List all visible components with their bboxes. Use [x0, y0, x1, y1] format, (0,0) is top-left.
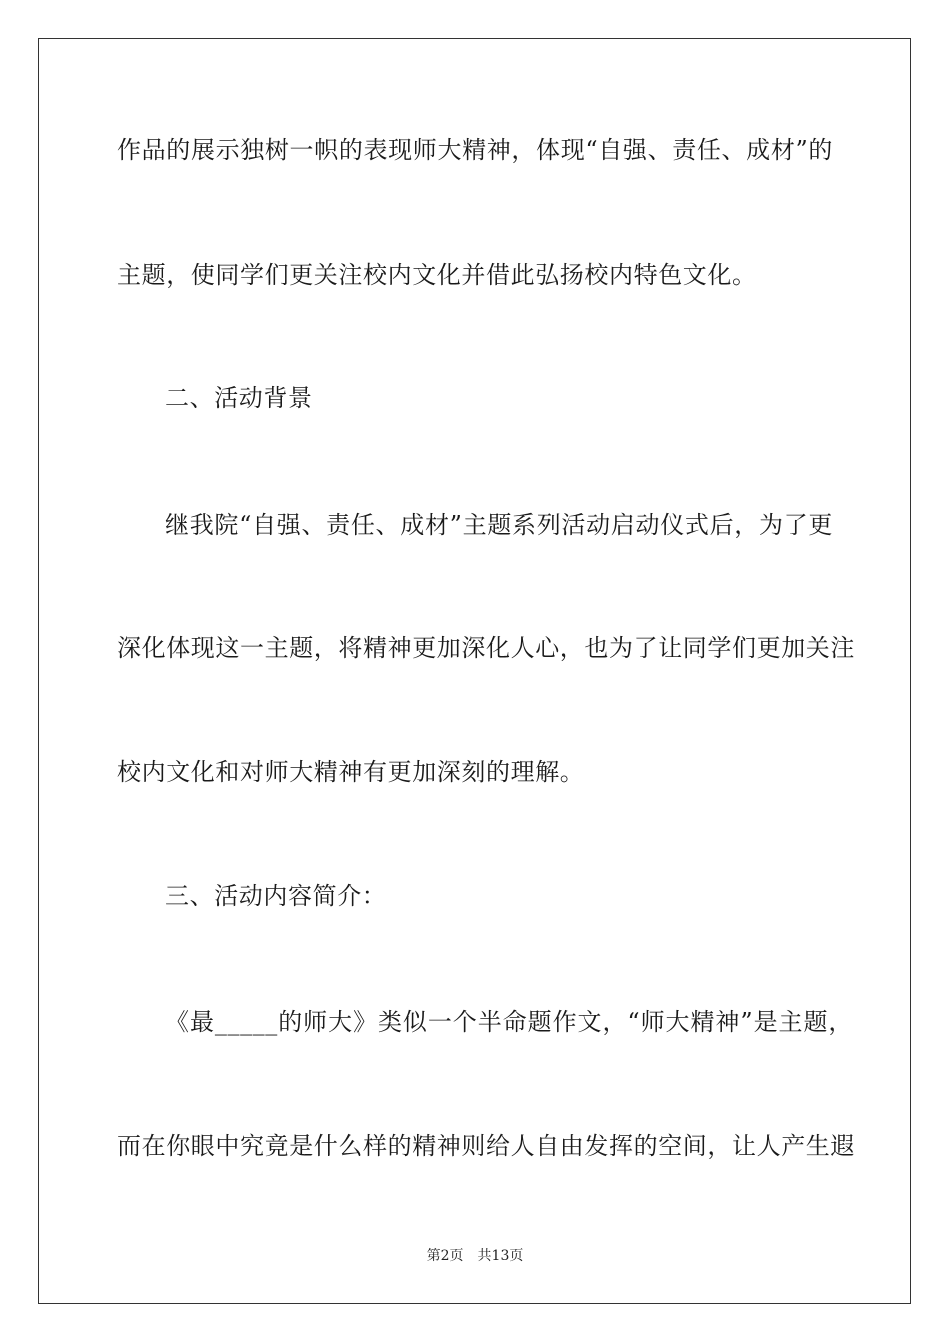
- paragraph-line: 继我院“自强、责任、成材”主题系列活动启动仪式后，为了更: [165, 511, 833, 539]
- section-heading-background: 二、活动背景: [165, 384, 313, 412]
- page-number: 第2页: [426, 1248, 464, 1264]
- page-total: 共13页: [477, 1248, 524, 1264]
- page-border: [38, 38, 911, 1304]
- paragraph-line: 作品的展示独树一帜的表现师大精神，体现“自强、责任、成材”的: [117, 136, 833, 164]
- section-heading-content: 三、活动内容简介：: [165, 882, 387, 910]
- paragraph-line: 深化体现这一主题，将精神更加深化人心，也为了让同学们更加关注: [117, 634, 855, 662]
- paragraph-line: 《最_____的师大》类似一个半命题作文，“师大精神”是主题，: [165, 1008, 853, 1036]
- paragraph-line: 主题，使同学们更关注校内文化并借此弘扬校内特色文化。: [117, 261, 757, 289]
- page-footer: [0, 1246, 950, 1266]
- paragraph-line: 而在你眼中究竟是什么样的精神则给人自由发挥的空间，让人产生遐: [117, 1132, 855, 1160]
- paragraph-line: 校内文化和对师大精神有更加深刻的理解。: [117, 758, 585, 786]
